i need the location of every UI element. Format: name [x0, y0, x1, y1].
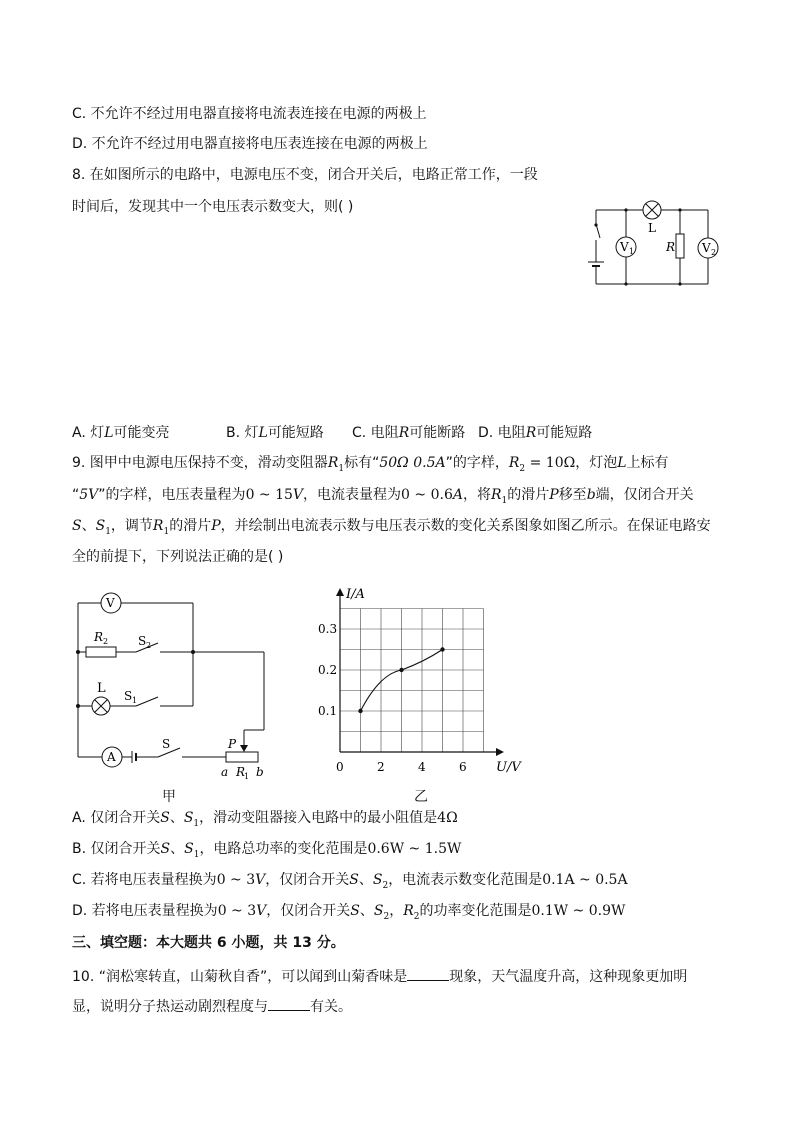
q9-option-c: C. 若将电压表量程换为0 ~ 3V，仅闭合开关S、$S_2$，电流表示数变化范围是0.1A ~ 0.5A: [72, 872, 628, 891]
y-axis-arrow: [336, 588, 344, 596]
q8-v1-label: V: [620, 240, 629, 254]
q9-option-d: D. 若将电压表量程换为0 ~ 3V，仅闭合开关S、$S_2$，$R_2$的功率变化范围是0.1W ~ 0.9W: [72, 903, 626, 922]
q9-r2-label: R: [94, 630, 104, 644]
q10-line2: 显，说明分子热运动剧烈程度与 有关。: [72, 996, 352, 1017]
q9-ammeter-label: A: [107, 750, 116, 764]
graph-grid: [340, 609, 484, 753]
x-tick-label: 4: [418, 760, 426, 774]
q8-v1-sub: 1: [629, 247, 635, 256]
q10-answer-blank-1[interactable]: [407, 966, 449, 981]
q8-option-b: B. 灯L可能短路: [226, 425, 324, 441]
q8-stem-line2: 时间后，发现其中一个电压表示数变大，则( ): [72, 199, 354, 215]
q8-lamp-label: L: [648, 221, 656, 235]
q9-s2-label: S: [138, 634, 147, 648]
x-tick-label: 0: [336, 760, 344, 774]
q9-stem-line3: S、$S_1$，调节$R_1$的滑片P，并绘制出电流表示数与电压表示数的变化关系图象如图乙所示。在保证电路安: [72, 518, 711, 537]
q9-s-label: S: [162, 737, 171, 751]
q10-answer-blank-2[interactable]: [268, 996, 310, 1011]
q8-resistor-label: R: [666, 240, 676, 254]
y-tick-label: 0.3: [318, 622, 338, 636]
graph-xlabel: U/V: [496, 760, 521, 775]
q10-line1: 10. “润松寒转直，山菊秋自香”，可以闻到山菊香味是 现象，天气温度升高，这种现象更加明: [72, 966, 687, 987]
q9-p-label: P: [228, 737, 237, 751]
q8-option-a: A. 灯L可能变亮: [72, 425, 170, 441]
y-tick-label: 0.1: [318, 704, 338, 718]
data-point: [358, 709, 362, 713]
q8-v2-sub: 2: [711, 248, 717, 257]
x-axis-arrow: [496, 748, 504, 756]
q7-option-c: C. 不允许不经过用电器直接将电流表连接在电源的两极上: [72, 106, 427, 122]
q9-figure-caption-yi: 乙: [414, 789, 428, 805]
q7-option-d: D. 不允许不经过用电器直接将电压表连接在电源的两极上: [72, 136, 428, 152]
q9-stem-line2: “5V”的字样，电压表量程为0 ~ 15V，电流表量程为0 ~ 0.6A，将$R_1$的滑片P移至b端，仅闭合开关: [72, 487, 694, 506]
section-3-heading: 三、填空题：本大题共 6 小题，共 13 分。: [72, 935, 345, 951]
q9-figure-caption-jia: 甲: [162, 789, 176, 805]
x-tick-label: 2: [377, 760, 385, 774]
y-tick-label: 0.2: [318, 663, 338, 677]
q8-v2-label: V: [702, 241, 711, 255]
q9-s1-sub: 1: [132, 696, 138, 705]
q9-iv-graph: [318, 580, 528, 780]
q9-voltmeter-label: V: [106, 596, 115, 610]
x-tick-label: 6: [459, 760, 467, 774]
data-point: [399, 668, 403, 672]
q9-s2-sub: 2: [146, 641, 152, 650]
q9-lamp-label: L: [97, 681, 106, 696]
q9-option-b: B. 仅闭合开关S、$S_1$，电路总功率的变化范围是0.6W ~ 1.5W: [72, 841, 462, 860]
q9-r1-label: R: [236, 765, 246, 779]
q9-option-a: A. 仅闭合开关S、$S_1$，滑动变阻器接入电路中的最小阻值是4Ω: [72, 810, 458, 829]
q9-circuit-diagram: [66, 590, 278, 800]
q9-stem-line1: 9. 图甲中电源电压保持不变，滑动变阻器$R_1$标有“50Ω 0.5A”的字样，$R_2 = 10\Omega$，灯泡L上标有: [72, 455, 669, 474]
graph-axes: [340, 592, 500, 752]
data-point: [440, 647, 444, 651]
q9-s1-label: S: [124, 689, 133, 703]
q8-option-d: D. 电阻R可能短路: [478, 425, 593, 441]
graph-ylabel: I/A: [346, 587, 365, 602]
q8-circuit-diagram: [574, 196, 724, 292]
q8-stem-line1: 8. 在如图所示的电路中，电源电压不变，闭合开关后，电路正常工作，一段: [72, 167, 538, 183]
q9-r2-sub: 2: [103, 637, 109, 646]
q9-b-label: b: [256, 765, 264, 779]
q9-r1-sub: 1: [244, 772, 250, 781]
q8-option-c: C. 电阻R可能断路: [352, 425, 466, 441]
q9-stem-line4: 全的前提下，下列说法正确的是( ): [72, 549, 284, 565]
q9-a-label: a: [221, 765, 229, 779]
